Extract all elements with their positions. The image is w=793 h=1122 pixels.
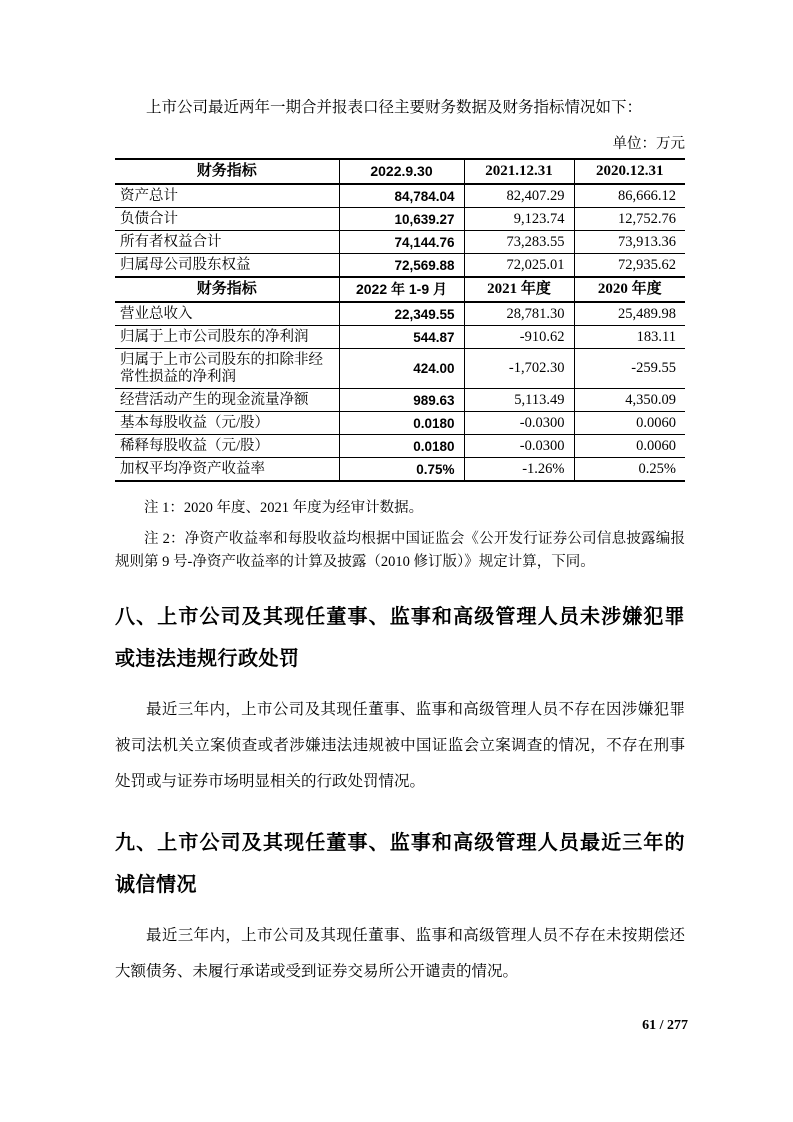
value-cell: 25,489.98: [618, 305, 676, 322]
note-1: 注 1：2020 年度、2021 年度为经审计数据。: [144, 500, 424, 516]
row-label-cell: 负债合计: [115, 208, 339, 231]
table-header-row: [115, 159, 685, 184]
row-label-cell: 稀释每股收益（元/股）: [115, 435, 339, 458]
value-cell: 2020 年度: [597, 281, 662, 297]
note-2: 注 2：净资产收益率和每股收益均根据中国证监会《公开发行证券公司信息披露编报规则第 9 号-净资产收益率的计算及披露（2010 修订版）》规定计算，下同。: [115, 531, 685, 570]
page-content: [115, 0, 685, 990]
value-cell: 424.00: [339, 349, 464, 389]
table-row: [115, 208, 685, 231]
table-row: [115, 302, 685, 326]
value-cell: 22,349.55: [339, 302, 464, 326]
value-cell: 72,025.01: [464, 254, 574, 278]
value-cell: 10,639.27: [339, 208, 464, 231]
section-9-body: 最近三年内，上市公司及其现任董事、监事和高级管理人员不存在未按期偿还大额债务、未履行承诺或受到证券交易所公开谴责的情况。: [115, 927, 685, 980]
financial-table-body: [115, 159, 685, 481]
value-cell: -1,702.30: [464, 349, 574, 389]
value-cell: 0.0060: [636, 437, 676, 454]
value-cell: 0.0180: [339, 412, 464, 435]
value-cell: 82,407.29: [464, 184, 574, 208]
table-header-row: [115, 277, 685, 302]
value-cell: 86,666.12: [618, 187, 676, 204]
table-row: [115, 184, 685, 208]
row-label-cell: 基本每股收益（元/股）: [115, 412, 339, 435]
row-label-cell: 加权平均净资产收益率: [115, 458, 339, 482]
value-cell: 0.0180: [339, 435, 464, 458]
row-label-cell: 经营活动产生的现金流量净额: [115, 389, 339, 412]
value-cell: 72,569.88: [339, 254, 464, 278]
financial-table: [115, 158, 685, 482]
intro-paragraph: 上市公司最近两年一期合并报表口径主要财务数据及财务指标情况如下：: [146, 99, 643, 116]
value-cell: 2022.9.30: [339, 159, 464, 184]
value-cell: 74,144.76: [339, 231, 464, 254]
row-label-cell: 归属于上市公司股东的扣除非经常性损益的净利润: [115, 349, 339, 389]
value-cell: 2021.12.31: [464, 159, 574, 184]
row-label-cell: 营业总收入: [115, 302, 339, 326]
row-label-cell: 资产总计: [115, 184, 339, 208]
value-cell: 0.0060: [636, 414, 676, 431]
row-label-cell: 归属于上市公司股东的净利润: [115, 326, 339, 349]
value-cell: -1.26%: [464, 458, 574, 482]
row-label-cell: 所有者权益合计: [115, 231, 339, 254]
value-cell: 989.63: [339, 389, 464, 412]
value-cell: -910.62: [464, 326, 574, 349]
table-row: [115, 349, 685, 389]
value-cell: 84,784.04: [339, 184, 464, 208]
value-cell: -0.0300: [464, 412, 574, 435]
table-row: [115, 254, 685, 278]
value-cell: -0.0300: [464, 435, 574, 458]
value-cell: 544.87: [339, 326, 464, 349]
value-cell: 28,781.30: [464, 302, 574, 326]
unit-label: 单位：万元: [612, 136, 685, 152]
row-label-cell: 财务指标: [115, 277, 339, 302]
section-9-heading: 九、上市公司及其现任董事、监事和高级管理人员最近三年的诚信情况: [115, 832, 685, 896]
value-cell: 73,913.36: [618, 233, 676, 250]
value-cell: 4,350.09: [625, 391, 676, 408]
value-cell: -259.55: [631, 360, 676, 376]
page-number: 61 / 277: [642, 1018, 688, 1033]
value-cell: 73,283.55: [464, 231, 574, 254]
value-cell: 72,935.62: [618, 256, 676, 273]
value-cell: 12,752.76: [618, 210, 676, 227]
value-cell: 2020.12.31: [596, 163, 664, 179]
section-8-body: 最近三年内，上市公司及其现任董事、监事和高级管理人员不存在因涉嫌犯罪被司法机关立案侦查或者涉嫌违法违规被中国证监会立案调查的情况，不存在刑事处罚或与证券市场明显相关的行政处罚情况。: [115, 701, 685, 790]
value-cell: 0.75%: [339, 458, 464, 482]
value-cell: 5,113.49: [464, 389, 574, 412]
value-cell: 183.11: [636, 328, 676, 345]
value-cell: 2021 年度: [464, 277, 574, 302]
row-label-cell: 归属母公司股东权益: [115, 254, 339, 278]
table-row: [115, 435, 685, 458]
table-row: [115, 231, 685, 254]
table-row: [115, 326, 685, 349]
table-row: [115, 458, 685, 482]
value-cell: 9,123.74: [464, 208, 574, 231]
row-label-cell: 财务指标: [115, 159, 339, 184]
section-8-heading: 八、上市公司及其现任董事、监事和高级管理人员未涉嫌犯罪或违法违规行政处罚: [115, 606, 685, 670]
table-row: [115, 389, 685, 412]
table-row: [115, 412, 685, 435]
value-cell: 2022 年 1-9 月: [339, 277, 464, 302]
value-cell: 0.25%: [638, 460, 676, 477]
